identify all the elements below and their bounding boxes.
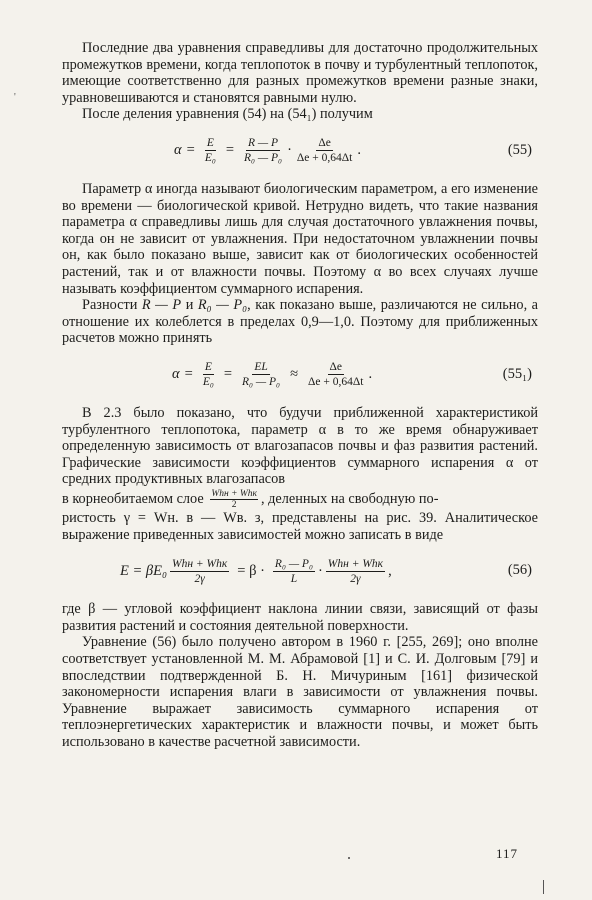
formula-55-lhs: α	[174, 142, 182, 159]
formula-56-frac-2-den: L	[290, 572, 298, 585]
formula-55-frac-2-num: R — P	[248, 137, 279, 150]
formula-55-1-frac-1-den: E₀	[202, 376, 214, 389]
formula-56-frac-2	[273, 557, 315, 586]
formula-55-1-frac-3-num: Δe	[329, 361, 342, 374]
formula-55-1-frac-2	[240, 360, 282, 389]
formula-56-frac-1-num: Whн + Whк	[172, 557, 228, 570]
formula-55-number: (55)	[507, 141, 532, 158]
formula-56-frac-3	[326, 557, 385, 586]
formula-55-eq: =	[186, 142, 195, 159]
paragraph-5-inline-frac-num: Whн + Whк	[211, 489, 257, 500]
formula-55-1-frac-3	[306, 360, 365, 389]
formula-55-frac-2-den: R₀ — P₀	[244, 152, 283, 165]
formula-55-frac-1-num: E	[206, 137, 214, 150]
formula-55-1-frac-1	[201, 360, 216, 389]
formula-56-tail: ,	[388, 562, 392, 579]
formula-55-frac-1-den: E₀	[204, 152, 216, 165]
paragraph-4-b: R — P	[141, 297, 182, 314]
formula-55-eq-2: =	[225, 142, 235, 159]
formula-55-1-approx: ≈	[290, 366, 299, 383]
page-body	[62, 40, 538, 751]
paragraph-5-line-a: в корнеобитаемом слое	[62, 490, 204, 507]
formula-56-frac-1	[170, 557, 229, 586]
formula-55-frac-1	[203, 136, 218, 165]
formula-55-1-number: (55₁)	[502, 365, 532, 382]
paragraph-2: После деления уравнения (54) на (54₁) получим	[82, 106, 373, 123]
page-number: 117	[496, 846, 519, 861]
paragraph-4-c: и	[185, 297, 194, 314]
formula-55-1-body	[172, 353, 372, 397]
formula-56-frac-3-num: Whн + Whк	[327, 557, 384, 570]
formula-55-1-frac-2-num: EL	[254, 361, 268, 374]
paragraph-5-inline-frac-den: 2	[231, 500, 237, 511]
paragraph-4-d: R₀ — P₀	[197, 297, 248, 314]
formula-55-1-eq-2: =	[223, 366, 233, 383]
formula-55-dot: ·	[287, 142, 292, 159]
formula-55-1	[62, 353, 538, 397]
print-speck	[348, 857, 350, 859]
formula-56-body	[120, 549, 392, 593]
formula-56-dot: ·	[317, 562, 323, 579]
paragraph-5-line	[62, 488, 538, 510]
paragraph-5-line-b: , деленных на свободную по-	[260, 490, 439, 507]
paragraph-4-a: Разности	[82, 297, 138, 314]
formula-55-tail: .	[357, 142, 361, 159]
formula-56	[62, 549, 538, 593]
formula-55-1-eq: =	[184, 366, 193, 383]
paragraph-4-e: , как показано выше, различаются не сильно, а отношение их колеблется в пределах 0,9—1,0. Поэтому для приближенных расчетов можно принять	[62, 297, 539, 347]
formula-56-frac-2-num: R₀ — P₀	[274, 557, 313, 570]
formula-55	[62, 129, 538, 173]
formula-55-frac-3-den: Δe + 0,64Δt	[296, 152, 353, 165]
paragraph-5: В 2.3 было показано, что будучи приближенной характеристикой турбулентного теплопотока, параметр α в то же время обнаруживает определенную зависимость от влагозапасов почвы и фаз развития растений. Графические зависимости коэффициентов суммарного испарения α от средних продуктивных влагозапасов	[62, 404, 538, 488]
paragraph-4	[62, 297, 538, 347]
formula-55-1-frac-1-num: E	[204, 361, 212, 374]
formula-56-lhs: E = βE₀	[120, 562, 168, 579]
formula-55-frac-2	[242, 136, 284, 165]
formula-55-1-frac-2-den: R₀ — P₀	[242, 376, 281, 389]
formula-55-frac-3	[295, 136, 354, 165]
formula-56-number: (56)	[507, 562, 532, 579]
scan-scratch	[543, 880, 544, 894]
formula-55-body	[174, 129, 361, 173]
formula-55-1-tail: .	[368, 366, 373, 383]
paragraph-1: Последние два уравнения справедливы для достаточно продолжительных промежутков времени, когда теплопоток в почву и турбулентный теплопоток, имеющие соответственно для разных промежутков времени разные знаки, уравновешиваются и становятся равными нулю.	[62, 40, 538, 106]
formula-56-frac-1-den: 2γ	[194, 572, 205, 585]
paragraph-6: где β — угловой коэффициент наклона линии связи, зависящий от фазы развития растений и состояния деятельной поверхности.	[62, 601, 538, 634]
margin-mark: '	[14, 92, 16, 103]
paragraph-5-rest: ристость γ = Wн. в — Wв. з, представлены на рис. 39. Аналитическое выражение приведенных зависимостей можно записать в виде	[62, 510, 538, 543]
paragraph-3: Параметр α иногда называют биологическим параметром, а его изменение во времени — биологической кривой. Нетрудно видеть, что такие названия параметра α справедливы лишь для случая достаточного увлажнения почвы, когда он не зависит от увлажнения. При недостаточном увлажнении почвы он, как было показано выше, зависит как от биологических особенностей растений, так и от влажности почвы. Поэтому α во всех случаях лучше называть коэффициентом суммарного испарения.	[62, 180, 538, 297]
formula-55-1-frac-3-den: Δe + 0,64Δt	[308, 376, 364, 389]
formula-55-1-lhs: α	[172, 366, 180, 383]
formula-56-frac-3-den: 2γ	[350, 572, 361, 585]
paragraph-7: Уравнение (56) было получено автором в 1960 г. [255, 269]; оно вполне соответствует установленной М. М. Абрамовой [1] и С. И. Долговым [79] и впоследствии подтвержденной Б. Н. Мичуриным [161] физической закономерности испарения влаги в зависимости от увлажнения почвы. Уравнение выражает зависимость суммарного испарения от теплоэнергетических характеристик и влажности почвы, и может быть использовано в качестве расчетной зависимости.	[62, 634, 538, 751]
formula-55-frac-3-num: Δe	[318, 137, 331, 150]
formula-56-eq2: = β ·	[237, 562, 265, 579]
paragraph-5-inline-frac	[210, 489, 258, 510]
